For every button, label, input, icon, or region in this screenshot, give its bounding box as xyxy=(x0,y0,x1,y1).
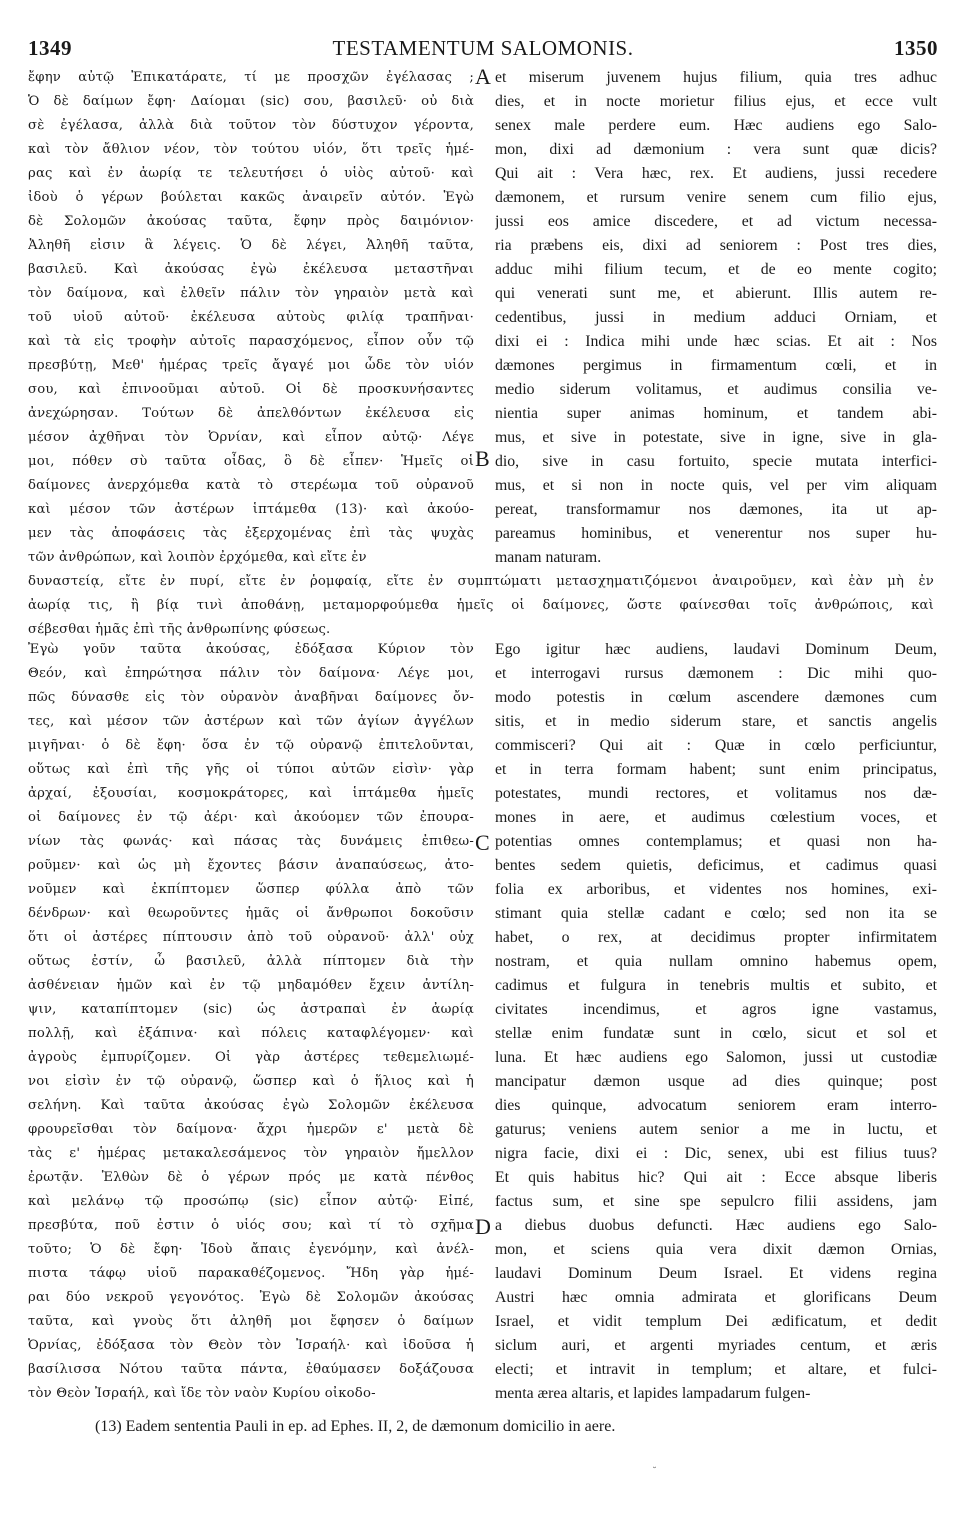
text-line: dæmonem, et rursum venire senem cum filio ejus, xyxy=(495,189,937,206)
text-line: Ὁ δὲ δαίμων ἔφη· Δαίομαι (sic) σου, βασιλεῦ· οὐ διὰ xyxy=(28,94,474,109)
text-line: habet, o rex, at decidimus propter infirmitatem xyxy=(495,929,937,946)
text-line: πῶς δύνασθε εἰς τὸν οὐρανὸν ἀναβῆναι δαίμονες ὄν- xyxy=(28,690,474,705)
text-line: bentes sedem quietis, deficimus, et cadimus quasi xyxy=(495,857,937,874)
text-line: menta ærea altaris, et lapides lampadarum fulgen- xyxy=(495,1385,811,1402)
text-line: et in terra formam habent; sunt enim principatus, xyxy=(495,761,937,778)
margin-marker-d: D xyxy=(475,1214,491,1239)
text-line: dies quinque, advocatum seniorem eram interro- xyxy=(495,1097,937,1114)
text-line: νίων τὰς φωνάς· καὶ πάσας τὰς δυνάμεις ἐπιθεω- xyxy=(28,834,474,849)
text-line: ἀρχαί, ἐξουσίαι, κοσμοκράτορες, καὶ ἱπτάμεθα ἡμεῖς xyxy=(28,786,474,801)
text-line: medio siderum volitamus, et audimus consilia ve- xyxy=(495,381,937,398)
text-line: πολλῇ, καὶ ἐξάπινα· καὶ πόλεις καταφλέγομεν· καὶ xyxy=(28,1026,474,1041)
text-line: ἀγροὺς ἐμπυρίζομεν. Οἱ γὰρ ἀστέρες τεθεμελιωμέ- xyxy=(28,1050,474,1065)
text-line: Austri hæc omnia admirata et glorificans Deum xyxy=(495,1289,937,1306)
page-header xyxy=(28,36,938,60)
running-title: TESTAMENTUM SALOMONIS. xyxy=(332,36,634,60)
text-line: ραι δύο νεκροῦ γεγονότος. Ἐγὼ δὲ Σολομῶν ἀκούσας xyxy=(28,1290,474,1305)
text-line: βασίλισσα Νότου ταῦτα πάντα, ἐθαύμασεν δοξάζουσα xyxy=(28,1362,474,1377)
text-line: τὰς ε' ἡμέρας μετακαλεσάμενος τὸν γηραιὸν ἤμελλον xyxy=(28,1146,474,1161)
footnote: (13) Eadem sententia Pauli in ep. ad Ephes. II, 2, de dæmonum domicilio in aere. xyxy=(95,1418,616,1435)
text-line: σὲ ἐγέλασα, ἀλλὰ διὰ τοῦτον τὸν δύστυχον γέροντα, xyxy=(28,118,474,133)
text-line: manam naturam. xyxy=(495,549,602,566)
text-line: τοῦ υἱοῦ αὐτοῦ· ἐκέλευσα αὐτοὺς φιλίᾳ τραπῆναι· xyxy=(28,310,474,325)
text-line: Ὀρνίας, ἐδόξασα τὸν Θεὸν τὸν Ἰσραήλ· καὶ ἰδοῦσα ἡ xyxy=(28,1338,474,1353)
block1-greek-column xyxy=(28,66,474,570)
text-line: τοῦτο; Ὁ δὲ ἔφη· Ἰδοὺ ἄπαις ἐγενόμην, καὶ ἀνέλ- xyxy=(28,1242,474,1257)
text-line: τες, καὶ μέσον τῶν ἀστέρων καὶ τῶν ἁγίων ἀγγέλων xyxy=(28,714,474,729)
text-line: et miserum juvenem hujus filium, quia tres adhuc xyxy=(495,69,937,86)
text-line: καὶ τὸν ἄθλιον νέον, τὸν τούτου υἱόν, ὅτι τρεῖς ἡμέ- xyxy=(28,142,474,157)
text-line: civitates incendimus, et agros igne vastamus, xyxy=(495,1001,937,1018)
page-number-right: 1350 xyxy=(894,36,938,60)
text-line: a diebus duobus defuncti. Hæc audiens ego Salo- xyxy=(495,1217,937,1234)
text-line: senex male perdere eum. Hæc audiens ego Salo- xyxy=(495,117,937,134)
text-line: sitis, et in medio siderum stare, et sanctis angelis xyxy=(495,713,937,730)
text-line: mones in aere, et audimus cœlestium voces, et xyxy=(495,809,937,826)
text-line: mus, et si non in nocte quis, vel per vim aliquam xyxy=(495,477,937,494)
text-line: φρουρεῖσθαι τὸν δαίμονα· ἄχρι ἡμερῶν ε' μετὰ δὲ xyxy=(28,1122,474,1137)
text-line: cadimus et fulgura in tenebris multis et subito, et xyxy=(495,977,937,994)
text-line: stimant quia stellæ cadant e cœlo; sed non ita se xyxy=(495,905,937,922)
text-line: σέβεσθαι ἡμᾶς ἐπὶ τῆς ἀνθρωπίνης φύσεως. xyxy=(28,622,331,637)
block2-greek-column xyxy=(28,638,474,1406)
text-line: mus, et sive in potestate, sive in igne, sive in gla- xyxy=(495,429,937,446)
text-line: νοι εἰσὶν ἐν τῷ οὐρανῷ, ὥσπερ καὶ ὁ ἥλιος καὶ ἡ xyxy=(28,1074,474,1089)
text-line: ἀωρίᾳ τις, ἢ βίᾳ τινὶ ἀποθάνῃ, μεταμορφούμεθα ἡμεῖς οἱ δαίμονες, ὥστε φαίνεσθαι τοῖς ἀνθρώποις, καὶ xyxy=(28,598,934,613)
text-line: τῶν ἀνθρώπων, καὶ λοιπὸν ἐρχόμεθα, καὶ εἴτε ἐν xyxy=(28,550,367,565)
text-line: ἰδοὺ ὁ γέρων βούλεται κακῶς ἀναιρεῖν αὐτόν. Ἐγὼ xyxy=(28,190,474,205)
text-line: folia ex arboribus, et videntes nos homines, exi- xyxy=(495,881,937,898)
text-line: καὶ μελάνῳ τῷ προσώπῳ (sic) εἶπον αὐτῷ· Εἰπέ, xyxy=(28,1194,474,1209)
text-line: nientia super animas hominum, et tandem abi- xyxy=(495,405,937,422)
text-line: mon, et sciens quia vera dixit dæmon Ornias, xyxy=(495,1241,937,1258)
margin-marker-a: A xyxy=(475,64,491,89)
text-line: Ego igitur hæc audiens, laudavi Dominum Deum, xyxy=(495,641,937,658)
margin-marker-b: B xyxy=(475,446,490,471)
block1-greek-full-width xyxy=(28,570,934,642)
text-line: nostram, et quia nullam omnino habemus opem, xyxy=(495,953,937,970)
text-line: luna. Et hæc audiens ego Salomon, jussi ut custodiæ xyxy=(495,1049,937,1066)
margin-marker-c: C xyxy=(475,830,490,855)
text-line: τὸν δαίμονα, καὶ ἐλθεῖν πάλιν τὸν γηραιὸν μετὰ καὶ xyxy=(28,286,474,301)
text-line: καὶ τὰ εἰς τροφὴν αὐτοῖς παρασχόμενος, εἶπον οὖν τῷ xyxy=(28,334,474,349)
text-line: jussi eos amice discedere, et ad victum necessa- xyxy=(495,213,937,230)
text-line: ταῦτα, καὶ γνοὺς ὅτι ἀληθῆ μοι ἔφησεν ὁ δαίμων xyxy=(28,1314,474,1329)
text-line: dæmones pergimus in firmamentum cœli, et in xyxy=(495,357,937,374)
text-line: βασιλεῦ. Καὶ ἀκούσας ἐγὼ ἐκέλευσα μεταστῆναι xyxy=(28,262,474,277)
text-line: τὸν Θεὸν Ἰσραήλ, καὶ ἴδε τὸν ναὸν Κυρίου οἰκοδο- xyxy=(28,1386,376,1401)
text-line: pereat, transformamur nos dæmones, ita ut ap- xyxy=(495,501,937,518)
text-line: siclum auri, et argenti myriades centum, et æris xyxy=(495,1337,937,1354)
text-line: καὶ μέσον τῶν ἀστέρων ἱπτάμεθα (13)· καὶ ἀκούο- xyxy=(28,502,474,517)
text-line: Israel, et vidit templum Dei ædificatum, et dedit xyxy=(495,1313,937,1330)
text-line: ψιν, καταπίπτομεν (sic) ὡς ἀστραπαὶ ἐν ἀωρίᾳ xyxy=(28,1002,474,1017)
text-line: Θεόν, καὶ ἐπηρώτησα πάλιν τὸν δαίμονα· Λέγε μοι, xyxy=(28,666,474,681)
text-line: ἔφην αὐτῷ Ἐπικατάρατε, τί με προσχῶν ἐγέλασας ; xyxy=(28,70,474,85)
text-line: et interrogavi rursus dæmonem : Dic mihi quo- xyxy=(495,665,937,682)
text-line: οὕτως καὶ ἐπὶ τῆς γῆς οἱ τύποι αὐτῶν εἰσὶν· γὰρ xyxy=(28,762,474,777)
text-line: μοι, πόθεν σὺ ταῦτα οἶδας, ὃ δὲ εἶπεν· Ἡμεῖς οἱ xyxy=(28,454,474,469)
text-line: οὕτως ἐστίν, ὦ βασιλεῦ, ἀλλὰ πίπτομεν διὰ τὴν xyxy=(28,954,474,969)
text-line: Et quis habitus hic? Qui ait : Ecce absque liberis xyxy=(495,1169,937,1186)
text-line: Ἐγὼ γοῦν ταῦτα ἀκούσας, ἐδόξασα Κύριον τὸν xyxy=(28,642,474,657)
text-line: ρας καὶ ἐν ἀωρίᾳ τε τελευτήσει ὁ υἱὸς αὐτοῦ· καὶ xyxy=(28,166,474,181)
text-line: πιστα τάφῳ υἱοῦ παρακαθέζομενος. Ἤδη γὰρ ἡμέ- xyxy=(28,1266,474,1281)
block2-latin-column xyxy=(495,638,937,1406)
text-line: laudavi Dominum Deum Israel. Et videns regina xyxy=(495,1265,937,1282)
text-line: stellæ enim fundatæ sunt in cœlo, sicut et sol et xyxy=(495,1025,937,1042)
text-line: σου, καὶ ἐπινοοῦμαι αὐτοῦ. Οἱ δὲ προσκυνήσαντες xyxy=(28,382,474,397)
text-line: δαίμονες ἀνερχόμεθα κατὰ τὸ στερέωμα τοῦ οὐρανοῦ xyxy=(28,478,474,493)
text-line: adduc mihi filium tecum, et de eo mente cogito; xyxy=(495,261,937,278)
text-line: πρεσβύτῃ, Μεθ' ἡμέρας τρεῖς ἄγαγέ μοι ὧδε τὸν υἱόν xyxy=(28,358,474,373)
text-line: ria præbens eis, dixi ad seniorem : Post tres dies, xyxy=(495,237,937,254)
text-line: mon, dixi ad dæmonium : vera sunt quæ dicis? xyxy=(495,141,937,158)
text-line: pareamus hominibus, et venerentur nos super hu- xyxy=(495,525,937,542)
text-line: μιγῆναι· ὁ δὲ ἔφη· ὅσα ἐν τῷ οὐρανῷ ἐπιτελοῦνται, xyxy=(28,738,474,753)
text-line: potestates, mundi rectores, et volitamus nos dæ- xyxy=(495,785,937,802)
text-line: dies, et in nocte morietur filius ejus, et ecce vult xyxy=(495,93,937,110)
text-line: σελήνη. Καὶ ταῦτα ἀκούσας ἐγὼ Σολομῶν ἐκέλευσα xyxy=(28,1098,474,1113)
text-line: νοῦμεν καὶ ἐκπίπτομεν ὥσπερ φύλλα ἀπὸ τῶν xyxy=(28,882,474,897)
text-line: ἀνεχώρησαν. Τούτων δὲ ἀπελθόντων ἐκέλευσα εἰς xyxy=(28,406,474,421)
text-line: μέσον ἀχθῆναι τὸν Ὀρνίαν, καὶ εἶπον αὐτῷ· Λέγε xyxy=(28,430,474,445)
text-line: dio, sive in casu fortuito, specie mutata interfici- xyxy=(495,453,937,470)
text-line: qui venerati sunt me, et abierunt. Illis autem re- xyxy=(495,285,937,302)
text-line: ροῦμεν· καὶ ὡς μὴ ἔχοντες βάσιν ἀναπαύσεως, ἀτο- xyxy=(28,858,474,873)
text-line: gaturus; veniens autem senior a me in luctu, et xyxy=(495,1121,937,1138)
text-line: Qui ait : Vera hæc, rex. Et audiens, jussi recedere xyxy=(495,165,937,182)
text-line: δὲ Σολομῶν ἀκούσας ταῦτα, ἔφην πρὸς δαιμόνιον· xyxy=(28,214,474,229)
text-line: dixi ei : Indica mihi unde hæc scias. Et ait : Nos xyxy=(495,333,937,350)
text-line: commisceri? Qui ait : Quæ in cœlo perficiuntur, xyxy=(495,737,937,754)
block1-latin-column xyxy=(495,66,937,570)
text-line: potentias omnes contemplamus; et quasi non ha- xyxy=(495,833,937,850)
text-line: δυναστείᾳ, εἴτε ἐν πυρί, εἴτε ἐν ῥομφαίᾳ, εἴτε ἐν συμπτώματι μετασχηματιζόμενοι ἀναιροῦμεν, καὶ ἐὰν μὴ ἐν xyxy=(28,574,934,589)
text-line: factus sum, et sine spe sepulcro filii assidens, jam xyxy=(495,1193,937,1210)
text-line: nigra facie, dixi ei : Dic, senex, ubi est filius tuus? xyxy=(495,1145,937,1162)
text-line: δένδρων· καὶ θεωροῦντες ἡμᾶς οἱ ἄνθρωποι δοκοῦσιν xyxy=(28,906,474,921)
text-line: electi; et intravit in templum; et altare, et fulci- xyxy=(495,1361,937,1378)
text-line: ἐρωτᾷν. Ἐλθὼν δὲ ὁ γέρων πρός με κατὰ πένθος xyxy=(28,1170,474,1185)
print-speck: ˘ xyxy=(652,1467,657,1478)
text-line: modo potestis in cœlum ascendere dæmones cum xyxy=(495,689,937,706)
text-line: ὅτι οἱ ἀστέρες πίπτουσιν ἀπὸ τοῦ οὐρανοῦ· ἀλλ' οὐχ xyxy=(28,930,474,945)
text-line: mancipatur dæmon usque ad dies quinque; post xyxy=(495,1073,937,1090)
text-line: πρεσβύτα, ποῦ ἐστιν ὁ υἱός σου; καὶ τί τὸ σχῆμα xyxy=(28,1218,474,1233)
text-line: cedentibus, jussi in medium adduci Orniam, et xyxy=(495,309,937,326)
text-line: μεν τὰς ἀποφάσεις τὰς ἐξερχομένας ἐπὶ τὰς ψυχὰς xyxy=(28,526,474,541)
text-line: οἱ δαίμονες ἐν τῷ ἀέρι· καὶ ἀκούομεν τῶν ἐπουρα- xyxy=(28,810,474,825)
text-line: Ἀληθῆ εἰσιν ἃ λέγεις. Ὁ δὲ λέγει, Ἀληθῆ ταῦτα, xyxy=(28,238,474,253)
text-line: ἀσθένειαν ἡμῶν καὶ ἐν τῷ μηδαμόθεν ἔχειν ἀντίλη- xyxy=(28,978,474,993)
page-number-left: 1349 xyxy=(28,36,72,60)
